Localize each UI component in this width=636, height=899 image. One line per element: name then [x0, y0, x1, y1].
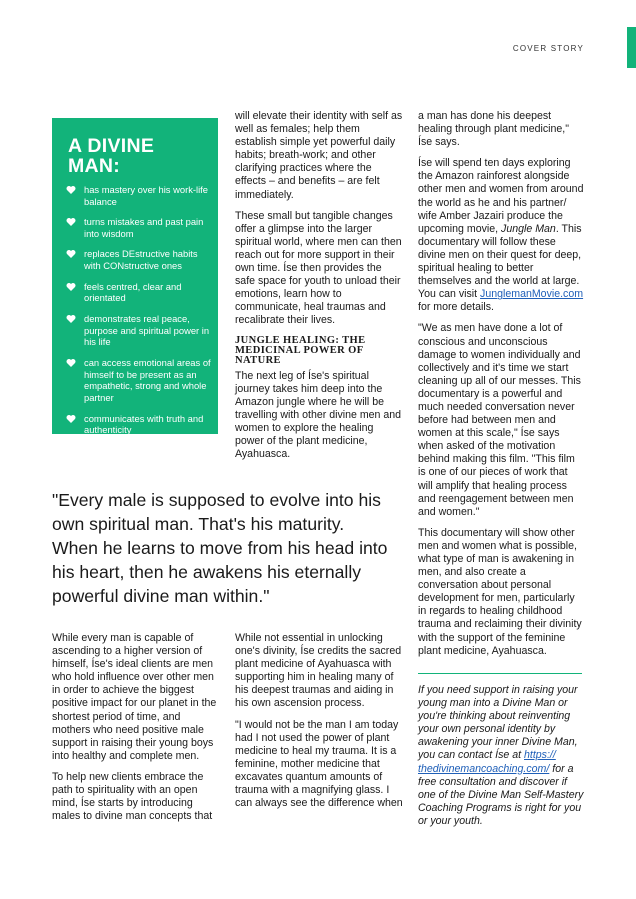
box-title-line-1: A DIVINE — [68, 135, 155, 157]
paragraph-text: Íse will spend ten days exploring the Amazon rainforest alongside other men and women from around the world as he and his partner/ wife Amber Jazairi produce the upcoming movie, — [418, 157, 584, 235]
paragraph: While not essential in unlocking one's divinity, Íse credits the sacred plant medicine of Ayahuasca with supporting him in healing many of his deepest traumas and aiding in his own ascension process. — [235, 632, 402, 710]
paragraph: To help new clients embrace the path to spirituality with an open mind, Íse starts by introducing males to divine man concepts that — [52, 770, 213, 823]
paragraph: The next leg of Íse's spiritual journey takes him deep into the Amazon jungle where he will be travelling with other divine men and women to explore the healing power of the plant medicine, Ayahuasca. — [235, 369, 402, 461]
list-item — [66, 413, 214, 437]
paragraph — [418, 684, 586, 828]
box-list — [66, 184, 214, 445]
list-item — [66, 313, 214, 348]
heart-icon — [66, 358, 76, 368]
heart-icon — [66, 314, 76, 324]
paragraph-text: . This documentary will follow these divine men on their quest for deep, spiritual healing to better themselves and the world at large. You can visit — [418, 222, 582, 301]
paragraph-text: for more details. — [418, 301, 494, 314]
list-item-text: demonstrates real peace, purpose and spiritual power in his life — [84, 312, 210, 348]
list-item-text: has mastery over his work-life balance — [84, 184, 208, 207]
list-item — [66, 184, 214, 208]
paragraph-text: If you need support in raising your young man into a Divine Man or you're thinking about reinventing your own personal identity by awakening your inner Divine Man, you can contact Íse at — [418, 684, 578, 762]
section-label: COVER STORY — [512, 44, 584, 53]
pull-quote: "Every male is supposed to evolve into his own spiritual man. That's his maturity. When he learns to move from his head into his heart, then he awakens his eternally powerful divine man within." — [52, 490, 388, 606]
box-title-line-2: MAN: — [68, 155, 121, 177]
paragraph: "I would not be the man I am today had I not used the power of plant medicine to heal my trauma. It is a feminine, mother medicine that excavates quantum amounts of trauma with a magnifying glass. I can always see the difference when — [235, 718, 403, 810]
list-item — [66, 248, 214, 272]
box-title — [68, 136, 154, 176]
heart-icon — [66, 282, 76, 292]
list-item — [66, 281, 214, 305]
heart-icon — [66, 185, 76, 195]
paragraph-text: for a free consultation and discover if one of the Divine Man Self-Mastery Coaching Programs is right for you or your youth. — [418, 762, 584, 827]
column-3 — [418, 110, 584, 666]
list-item-text: replaces DEstructive habits with CONstructive ones — [84, 248, 198, 272]
coaching-website-link[interactable]: https:// thedivinemancoaching.com/ — [418, 749, 556, 775]
section-tab — [627, 27, 636, 68]
paragraph — [418, 157, 584, 314]
list-item-text: turns mistakes and past pain into wisdom — [84, 216, 204, 239]
section-subheading: JUNGLE HEALING: THE MEDICINAL POWER OF NATURE — [235, 334, 366, 366]
call-to-action — [418, 684, 586, 836]
column-2-bottom — [235, 632, 403, 818]
paragraph: "We as men have done a lot of conscious and unconscious damage to women individually and collectively and it's time we start cleaning up all of our messes. This documentary is a powerful and much needed conversation never before had between men and women at this scale," Íse says when asked of the motivation behind making this film. "This film is one of our pieces of work that will amplify that healing process and reengagement between men and women." — [418, 322, 581, 518]
column-1-bottom — [52, 632, 220, 831]
paragraph: will elevate their identity with self as well as females; help them establish simple yet powerful daily habits; breath-work; and other clarifying practices where the effects – and benefits – are felt immediately. — [235, 110, 403, 201]
list-item — [66, 216, 214, 240]
paragraph: While every man is capable of ascending to a higher version of himself, Íse's ideal clients are men who hold influence over other men in order to achieve the biggest positive impact for our planet in the shortest period of time, and mothers who need positive male support in raising their young boys into healthy and complete men. — [52, 632, 217, 762]
divine-man-box — [52, 118, 218, 434]
column-2-top — [235, 110, 403, 469]
movie-website-link[interactable]: JunglemanMovie.com — [480, 288, 584, 301]
heart-icon — [66, 414, 76, 424]
list-item-text: can access emotional areas of himself to be present as an empathetic, strong and whole partner — [84, 356, 211, 404]
divider — [418, 673, 582, 674]
list-item-text: feels centred, clear and orientated — [84, 280, 182, 304]
heart-icon — [66, 217, 76, 227]
paragraph: These small but tangible changes offer a glimpse into the larger spiritual world, where men can then reach out for more support in their own time. Íse then provides the safe space for youth to unload their emotions, learn how to communicate, heal traumas and recalibrate their lives. — [235, 209, 402, 327]
heart-icon — [66, 249, 76, 259]
movie-title: Jungle Man — [501, 222, 556, 235]
list-item-text: communicates with truth and authenticity — [84, 412, 204, 436]
paragraph: This documentary will show other men and women what is possible, what type of man is awakening in men, and also create a conversation about personal development for men, particularly in regards to healing childhood trauma and reclaiming their divinity with the support of the feminine plant medicine, Ayahuasca. — [418, 526, 582, 657]
list-item — [66, 357, 214, 404]
paragraph: a man has done his deepest healing through plant medicine," Íse says. — [418, 110, 569, 149]
